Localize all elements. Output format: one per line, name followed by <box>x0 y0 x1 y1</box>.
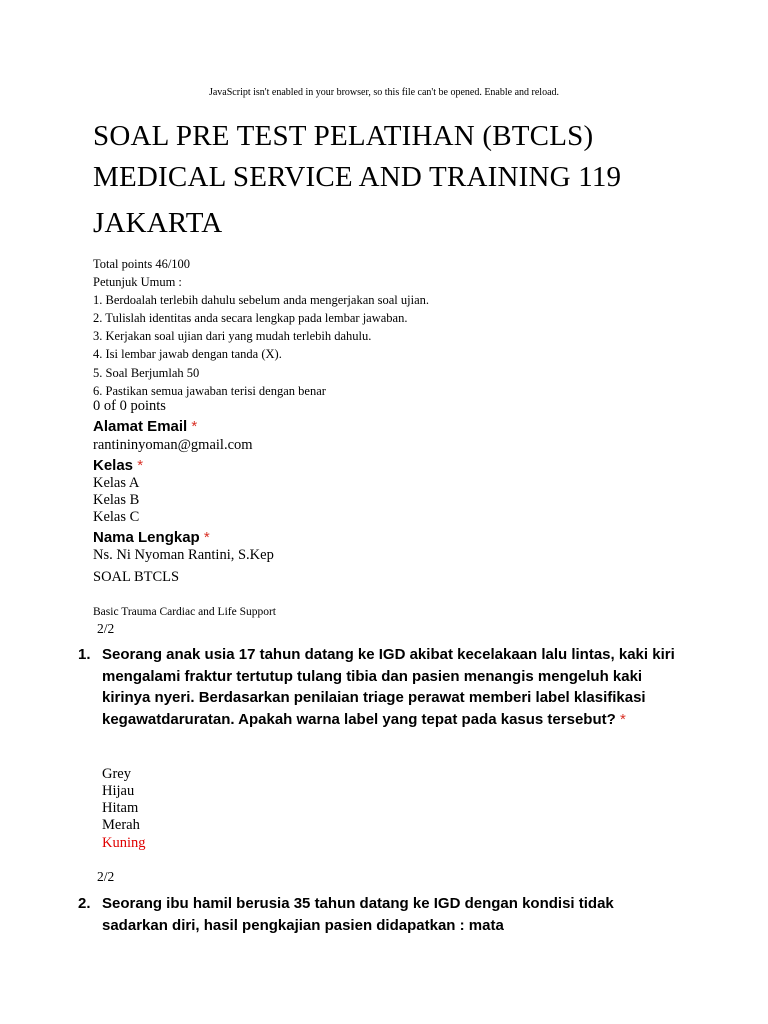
instruction-item: 5. Soal Berjumlah 50 <box>93 366 200 380</box>
question-text: Seorang anak usia 17 tahun datang ke IGD akibat kecelakaan lalu lintas, kaki kiri mengalami fraktur tertutup tulang tibia dan pasien menangis mengeluh kaki kirinya nyeri. Berdasarkan penilaian triage perawat memberi label klasifikasi kegawatdaruratan. Apakah warna label yang tepat pada kasus tersebut? <box>102 646 675 728</box>
answer-option[interactable]: Hijau <box>102 783 135 799</box>
required-mark: * <box>137 457 144 474</box>
answer-option[interactable]: Merah <box>102 817 140 833</box>
answer-option-selected[interactable]: Kuning <box>102 835 146 851</box>
instruction-item: 6. Pastikan semua jawaban terisi dengan benar <box>93 384 326 398</box>
kelas-label-text: Kelas <box>93 457 134 474</box>
section-title: SOAL BTCLS <box>93 569 180 585</box>
answer-option[interactable]: Grey <box>102 766 131 782</box>
answer-option[interactable]: Hitam <box>102 800 139 816</box>
form-title-line-2: MEDICAL SERVICE AND TRAINING 119 <box>93 161 622 193</box>
instruction-item: 3. Kerjakan soal ujian dari yang mudah terlebih dahulu. <box>93 329 372 343</box>
required-mark: * <box>191 418 198 435</box>
instruction-item: 1. Berdoalah terlebih dahulu sebelum anda mengerjakan soal ujian. <box>93 293 429 307</box>
question-score: 2/2 <box>97 869 115 884</box>
kelas-option[interactable]: Kelas A <box>93 475 140 491</box>
javascript-notice: JavaScript isn't enabled in your browser, so this file can't be opened. Enable and reload. <box>208 87 560 98</box>
form-title-line-3: JAKARTA <box>93 207 223 239</box>
question-number: 2. <box>78 895 91 912</box>
question-score: 2/2 <box>97 621 115 636</box>
instruction-item: 4. Isi lembar jawab dengan tanda (X). <box>93 347 282 361</box>
email-label <box>93 417 197 437</box>
form-title-line-1: SOAL PRE TEST PELATIHAN (BTCLS) <box>93 120 594 152</box>
required-mark: * <box>203 529 210 546</box>
instructions-heading: Petunjuk Umum : <box>93 275 182 289</box>
section-subtitle: Basic Trauma Cardiac and Life Support <box>93 606 277 618</box>
email-label-text: Alamat Email <box>93 418 188 435</box>
nama-value: Ns. Ni Nyoman Rantini, S.Kep <box>93 547 274 563</box>
question-1 <box>78 644 678 730</box>
kelas-option[interactable]: Kelas B <box>93 492 140 508</box>
question-2 <box>78 893 678 936</box>
required-mark: * <box>619 710 626 728</box>
kelas-option[interactable]: Kelas C <box>93 509 140 525</box>
question-text: Seorang ibu hamil berusia 35 tahun datang ke IGD dengan kondisi tidak sadarkan diri, hasil pengkajian pasien didapatkan : mata <box>102 895 614 934</box>
nama-label-text: Nama Lengkap <box>93 529 200 546</box>
kelas-label <box>93 456 143 476</box>
instruction-item: 2. Tulislah identitas anda secara lengkap pada lembar jawaban. <box>93 311 408 325</box>
email-value: rantininyoman@gmail.com <box>93 437 253 453</box>
section-points: 0 of 0 points <box>93 398 166 414</box>
total-points: Total points 46/100 <box>93 257 191 271</box>
nama-label <box>93 528 210 548</box>
question-number: 1. <box>78 646 91 663</box>
